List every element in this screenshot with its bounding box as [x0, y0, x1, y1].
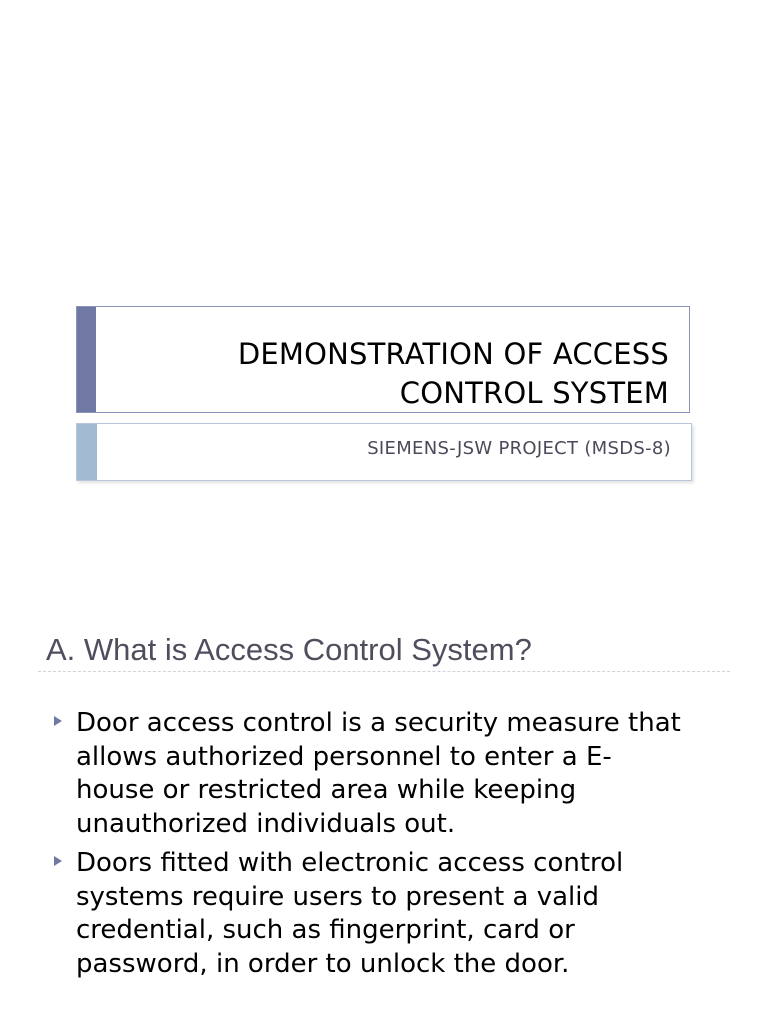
slide-title	[149, 335, 669, 413]
bullet-line: credential, such as fingerprint, card or	[76, 915, 575, 945]
bullet-list	[50, 707, 740, 987]
slide-title-line: DEMONSTRATION OF ACCESS	[237, 337, 669, 371]
bullet-item	[50, 847, 740, 981]
bullet-line: password, in order to unlock the door.	[76, 948, 570, 979]
title-box	[76, 306, 690, 413]
heading-divider	[38, 671, 730, 672]
subtitle-box	[76, 423, 692, 481]
triangle-right-icon	[54, 716, 62, 726]
section-heading: A. What is Access Control System?	[46, 632, 532, 667]
slide-title-line: CONTROL SYSTEM	[399, 376, 669, 410]
bullet-line: Doors fitted with electronic access control	[76, 848, 624, 878]
bullet-line: unauthorized individuals out.	[76, 808, 456, 839]
bullet-line: allows authorized personnel to enter a E-	[76, 741, 612, 772]
title-accent-bar	[77, 307, 96, 412]
bullet-item	[50, 707, 740, 841]
bullet-line: Door access control is a security measure that	[76, 708, 681, 738]
bullet-line: house or restricted area while keeping	[76, 775, 577, 805]
subtitle-accent-bar	[77, 424, 97, 480]
slide-subtitle: SIEMENS-JSW PROJECT (MSDS-8)	[367, 438, 671, 459]
triangle-right-icon	[54, 856, 62, 866]
bullet-line: systems require users to present a valid	[76, 881, 599, 912]
